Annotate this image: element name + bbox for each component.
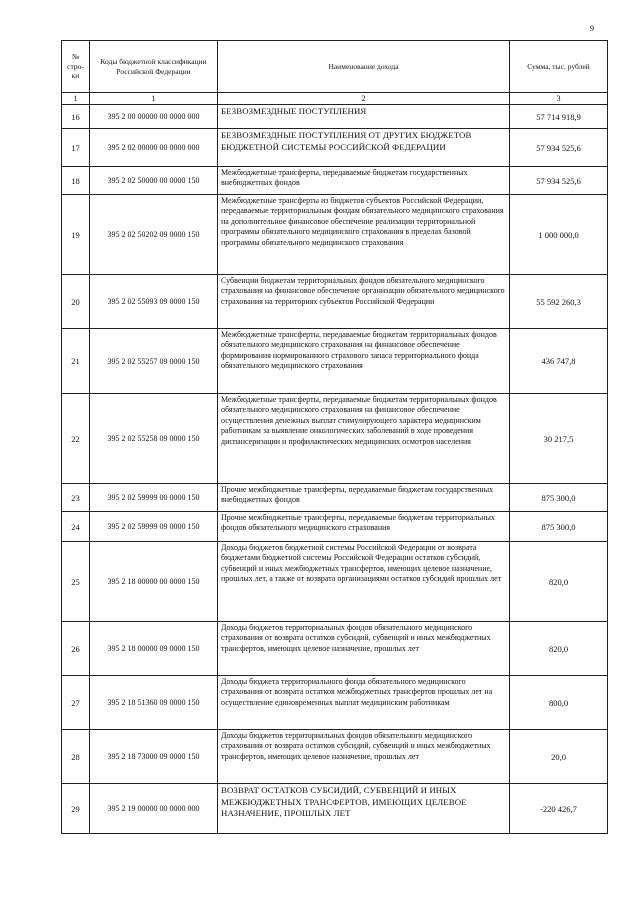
table-row [62,676,608,730]
row-number: 16 [62,105,90,129]
table-row [62,542,608,622]
page-number: 9 [590,24,594,33]
revenue-table [61,40,608,834]
classification-code: 395 2 02 50000 00 0000 150 [90,167,218,195]
amount: 436 747,8 [510,329,608,394]
amount: 57 934 525,6 [510,129,608,167]
amount: 57 934 525,6 [510,167,608,195]
header-classification-code: Коды бюджетной классификации Российской Федерации [90,41,218,93]
table-row [62,129,608,167]
amount: -220 426,7 [510,784,608,834]
income-name: Доходы бюджетов территориальных фондов обязательного медицинского страхования от возврата остатков субсидий, субвенций и иных межбюджетных трансфертов, имеющих целевое назначение, прошлых лет [218,622,510,676]
income-name: Прочие межбюджетные трансферты, передаваемые бюджетам территориальных фондов обязательного медицинского страхования [218,512,510,542]
column-number: 3 [510,93,608,105]
amount: 20,0 [510,730,608,784]
income-name: БЕЗВОЗМЕЗДНЫЕ ПОСТУПЛЕНИЯ ОТ ДРУГИХ БЮДЖЕТОВ БЮДЖЕТНОЙ СИСТЕМЫ РОССИЙСКОЙ ФЕДЕРАЦИИ [218,129,510,167]
income-name: Доходы бюджетов бюджетной системы Российской Федерации от возврата бюджетами бюджетной системы Российской Федерации остатков субсидий, субвенций и иных межбюджетных трансфертов, имеющих целевое назначение, прошлых лет, а также от возврата организациями остатков субсидий прошлых лет [218,542,510,622]
income-name: Доходы бюджета территориального фонда обязательного медицинского страхования от возврата остатков межбюджетных трансфертов прошлых лет на осуществление единовременных выплат медицинским работникам [218,676,510,730]
row-number: 25 [62,542,90,622]
row-number: 28 [62,730,90,784]
column-number: 1 [62,93,90,105]
classification-code: 395 2 00 00000 00 0000 000 [90,105,218,129]
income-name: Межбюджетные трансферты, передаваемые бюджетам государственных внебюджетных фондов [218,167,510,195]
income-name: Субвенции бюджетам территориальных фондов обязательного медицинского страхования на финансовое обеспечение организации обязательного медицинского страхования на территориях субъектов Российской Федерации [218,275,510,329]
header-amount: Сумма, тыс. рублей [510,41,608,93]
row-number: 22 [62,394,90,484]
row-number: 27 [62,676,90,730]
amount: 820,0 [510,542,608,622]
amount: 30 217,5 [510,394,608,484]
classification-code: 395 2 02 00000 00 0000 000 [90,129,218,167]
header-row-number: № стро-ки [62,41,90,93]
classification-code: 395 2 19 00000 00 0000 000 [90,784,218,834]
row-number: 21 [62,329,90,394]
classification-code: 395 2 18 51360 09 0000 150 [90,676,218,730]
income-name: БЕЗВОЗМЕЗДНЫЕ ПОСТУПЛЕНИЯ [218,105,510,129]
row-number: 29 [62,784,90,834]
table-row [62,730,608,784]
classification-code: 395 2 02 59999 00 0000 150 [90,484,218,512]
classification-code: 395 2 02 50202 09 0000 150 [90,195,218,275]
table-row [62,394,608,484]
classification-code: 395 2 02 59999 09 0000 150 [90,512,218,542]
column-number: 2 [218,93,510,105]
table-row [62,622,608,676]
amount: 55 592 260,3 [510,275,608,329]
amount: 875 300,0 [510,484,608,512]
header-income-name: Наименование дохода [218,41,510,93]
income-name: Прочие межбюджетные трансферты, передаваемые бюджетам государственных внебюджетных фондов [218,484,510,512]
table-row [62,105,608,129]
table-row [62,167,608,195]
income-name: Доходы бюджетов территориальных фондов обязательного медицинского страхования от возврата остатков субсидий, субвенций и иных межбюджетных трансфертов, имеющих целевое назначение, прошлых лет [218,730,510,784]
row-number: 26 [62,622,90,676]
classification-code: 395 2 02 55258 09 0000 150 [90,394,218,484]
amount: 800,0 [510,676,608,730]
row-number: 17 [62,129,90,167]
row-number: 24 [62,512,90,542]
column-number: 1 [90,93,218,105]
table-row [62,275,608,329]
income-name: ВОЗВРАТ ОСТАТКОВ СУБСИДИЙ, СУБВЕНЦИЙ И ИНЫХ МЕЖБЮДЖЕТНЫХ ТРАНСФЕРТОВ, ИМЕЮЩИХ ЦЕЛЕВОЕ НАЗНАЧЕНИЕ, ПРОШЛЫХ ЛЕТ [218,784,510,834]
row-number: 20 [62,275,90,329]
column-number-row [62,93,608,105]
row-number: 23 [62,484,90,512]
classification-code: 395 2 02 55257 09 0000 150 [90,329,218,394]
income-name: Межбюджетные трансферты из бюджетов субъектов Российской Федерации, передаваемые территориальным фондам обязательного медицинского страхования на дополнительное финансовое обеспечение реализации территориальной программы обязательного медицинского страхования в пределах базовой программы обязательного медицинского страхования [218,195,510,275]
amount: 1 000 000,0 [510,195,608,275]
table-row [62,195,608,275]
classification-code: 395 2 18 00000 00 0000 150 [90,542,218,622]
table-row [62,784,608,834]
income-name: Межбюджетные трансферты, передаваемые бюджетам территориальных фондов обязательного медицинского страхования на финансовое обеспечение формирования нормированного страхового запаса территориального фонда обязательного медицинского страхования [218,329,510,394]
row-number: 18 [62,167,90,195]
table-row [62,484,608,512]
classification-code: 395 2 02 55093 09 0000 150 [90,275,218,329]
classification-code: 395 2 18 73000 09 0000 150 [90,730,218,784]
amount: 875 300,0 [510,512,608,542]
table-row [62,329,608,394]
classification-code: 395 2 18 00000 09 0000 150 [90,622,218,676]
table-row [62,512,608,542]
table-header-row [62,41,608,93]
amount: 57 714 918,9 [510,105,608,129]
income-name: Межбюджетные трансферты, передаваемые бюджетам территориальных фондов обязательного медицинского страхования на финансовое обеспечение осуществления денежных выплат стимулирующего характера медицинским работникам за выявление онкологических заболеваний в ходе проведения диспансеризации и профилактических медицинских осмотров населения [218,394,510,484]
amount: 820,0 [510,622,608,676]
row-number: 19 [62,195,90,275]
